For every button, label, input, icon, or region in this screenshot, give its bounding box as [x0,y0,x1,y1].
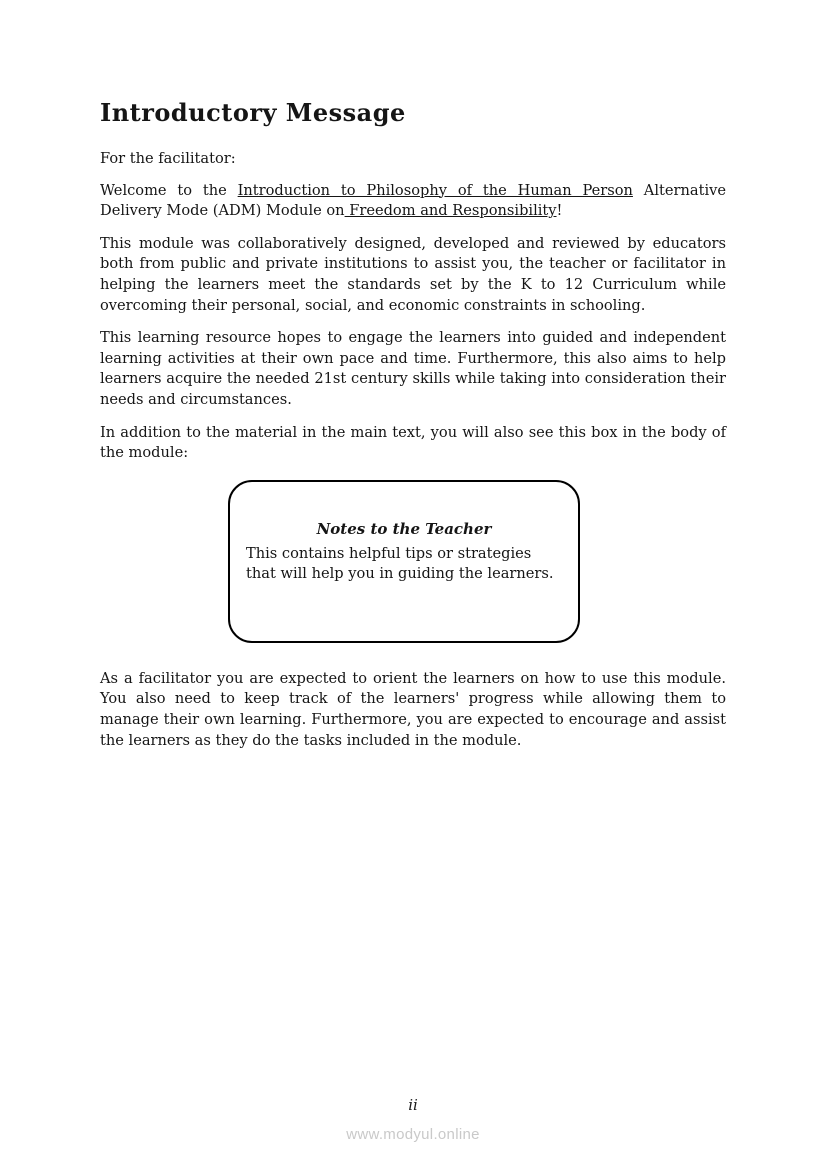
note-box-heading: Notes to the Teacher [316,519,492,538]
note-box-body: This contains helpful tips or strategies that will help you in guiding the learners. [246,544,554,582]
welcome-text-2: Alternative Delivery Mode (ADM) Module on [100,181,726,220]
notes-to-teacher-box [228,480,580,643]
closing-paragraph: As a facilitator you are expected to orient the learners on how to use this module. You also need to keep track of the learners' progress while allowing them to manage their own learning. Furthermore, you are expected to encourage and assist the learners as they do the tasks included in the module. [100,669,726,749]
welcome-text-1: Welcome to the [100,181,238,199]
page-title: Introductory Message [100,98,406,127]
module-topic-underlined: Freedom and Responsibility [344,202,557,220]
page-content [100,98,726,763]
welcome-text-3: ! [556,202,563,220]
body-paragraph-2: This learning resource hopes to engage the learners into guided and independent learning activities at their own pace and time. Furthermore, this also aims to help learners acquire the needed 21st century skills while taking into consideration their needs and circumstances. [100,329,726,408]
body-paragraph-3: In addition to the material in the main text, you will also see this box in the body of the module: [100,423,726,462]
welcome-paragraph [100,181,726,222]
page-number: ii [408,1096,418,1114]
salutation-text: For the facilitator: [100,150,236,167]
module-subject-underlined: Introduction to Philosophy of the Human Person [237,181,633,199]
watermark-text: www.modyul.online [346,1126,480,1143]
body-paragraph-1: This module was collaboratively designed, developed and reviewed by educators both from public and private institutions to assist you, the teacher or facilitator in helping the learners meet the standards set by the K to 12 Curriculum while overcoming their personal, social, and economic constraints in schooling. [100,234,726,314]
